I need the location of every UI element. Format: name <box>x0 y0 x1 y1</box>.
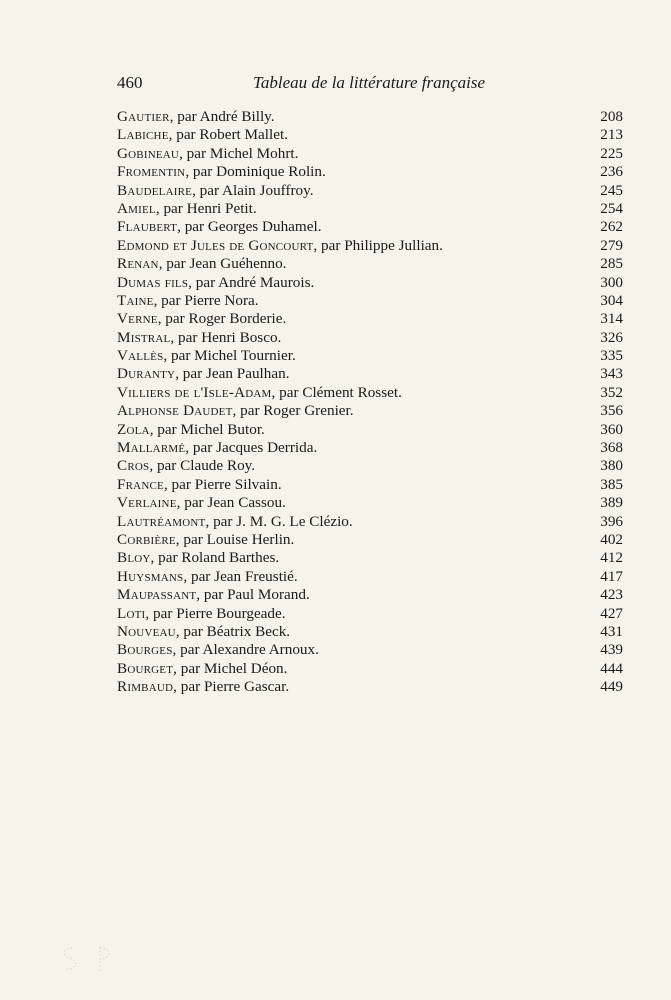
toc-entry-text <box>117 549 279 567</box>
toc-entry <box>117 531 623 549</box>
toc-entry-page-number: 213 <box>600 126 623 144</box>
toc-entry-contributor: , par J. M. G. Le Clézio. <box>205 512 353 530</box>
toc-entry-contributor: , par Roland Barthes. <box>150 549 280 567</box>
toc-entry <box>117 218 623 236</box>
toc-entry-contributor: , par Jacques Derrida. <box>185 439 318 457</box>
toc-entry-text <box>117 421 265 439</box>
toc-entry-page-number: 368 <box>600 439 623 457</box>
toc-entry-author: Renan <box>117 255 159 273</box>
toc-entry-contributor: , par Louise Herlin. <box>175 530 295 548</box>
running-title: Tableau de la littérature française <box>253 73 486 92</box>
toc-entry-page-number: 262 <box>600 218 623 236</box>
toc-entry <box>117 237 623 255</box>
toc-entry-author: Mistral <box>117 328 171 346</box>
toc-entry-contributor: , par Dominique Rolin. <box>185 163 326 181</box>
toc-entry-text <box>117 145 298 163</box>
toc-entry <box>117 347 623 365</box>
table-of-contents <box>117 108 623 697</box>
toc-entry-contributor: , par Robert Mallet. <box>168 126 288 144</box>
toc-entry-page-number: 396 <box>600 512 623 530</box>
toc-entry-text <box>117 513 353 531</box>
toc-entry-page-number: 431 <box>600 622 623 640</box>
toc-entry-page-number: 285 <box>600 255 623 273</box>
toc-entry-author: Dumas fils <box>117 273 189 291</box>
toc-entry <box>117 365 623 383</box>
toc-entry-text <box>117 200 257 218</box>
toc-entry-page-number: 360 <box>600 420 623 438</box>
toc-entry-page-number: 444 <box>600 659 623 677</box>
toc-entry-text <box>117 292 259 310</box>
toc-entry-author: Bloy <box>117 549 151 567</box>
toc-entry-text <box>117 494 286 512</box>
toc-entry-text <box>117 347 296 365</box>
toc-entry-author: Zola <box>117 420 150 438</box>
toc-entry <box>117 108 623 126</box>
toc-entry <box>117 549 623 567</box>
toc-entry-contributor: , par Clément Rosset. <box>271 383 402 401</box>
toc-entry-author: Corbière <box>117 530 176 548</box>
toc-entry-page-number: 279 <box>600 236 623 254</box>
toc-entry-page-number: 439 <box>600 641 623 659</box>
toc-entry <box>117 476 623 494</box>
toc-entry-contributor: , par Claude Roy. <box>149 457 256 475</box>
toc-entry <box>117 402 623 420</box>
toc-entry-page-number: 343 <box>600 365 623 383</box>
toc-entry <box>117 200 623 218</box>
toc-entry-author: Verne <box>117 310 158 328</box>
toc-entry-text <box>117 439 317 457</box>
toc-entry-page-number: 449 <box>600 678 623 696</box>
toc-entry-contributor: , par Jean Cassou. <box>176 494 286 512</box>
toc-entry-contributor: , par André Maurois. <box>188 273 315 291</box>
toc-entry <box>117 126 623 144</box>
toc-entry-contributor: , par Alexandre Arnoux. <box>172 641 319 659</box>
toc-entry-contributor: , par Michel Mohrt. <box>179 144 299 162</box>
toc-entry-author: Bourges <box>117 641 173 659</box>
toc-entry-contributor: , par Roger Borderie. <box>157 310 287 328</box>
toc-entry-contributor: , par Michel Déon. <box>173 659 288 677</box>
toc-entry-page-number: 385 <box>600 475 623 493</box>
toc-entry <box>117 513 623 531</box>
toc-entry <box>117 568 623 586</box>
toc-entry-author: Nouveau <box>117 622 176 640</box>
toc-entry-text <box>117 365 290 383</box>
toc-entry-author: Loti <box>117 604 146 622</box>
toc-entry-page-number: 304 <box>600 291 623 309</box>
toc-entry-text <box>117 623 290 641</box>
toc-entry <box>117 641 623 659</box>
toc-entry-contributor: , par Henri Bosco. <box>170 328 282 346</box>
toc-entry-contributor: , par Georges Duhamel. <box>177 218 322 236</box>
toc-entry-page-number: 236 <box>600 163 623 181</box>
toc-entry-contributor: , par Jean Freustié. <box>183 567 298 585</box>
toc-entry-author: Taine <box>117 291 154 309</box>
toc-entry-author: Alphonse Daudet <box>117 402 233 420</box>
toc-entry-contributor: , par Pierre Bourgeade. <box>145 604 286 622</box>
toc-entry-contributor: , par Paul Morand. <box>196 586 310 604</box>
toc-entry-contributor: , par Pierre Nora. <box>153 291 259 309</box>
toc-entry-text <box>117 108 275 126</box>
page-header <box>117 73 623 97</box>
embossed-stamp-mark <box>58 942 120 976</box>
toc-entry-contributor: , par Pierre Silvain. <box>163 475 282 493</box>
toc-entry-author: Baudelaire <box>117 181 193 199</box>
toc-entry-author: Cros <box>117 457 150 475</box>
toc-entry-page-number: 380 <box>600 457 623 475</box>
toc-entry-text <box>117 476 282 494</box>
toc-entry-text <box>117 531 294 549</box>
toc-entry <box>117 310 623 328</box>
toc-entry-page-number: 423 <box>600 586 623 604</box>
toc-entry-author: Verlaine <box>117 494 177 512</box>
toc-entry-page-number: 326 <box>600 328 623 346</box>
toc-entry <box>117 255 623 273</box>
toc-entry-page-number: 254 <box>600 199 623 217</box>
toc-entry-text <box>117 402 354 420</box>
toc-entry <box>117 329 623 347</box>
toc-entry-author: Villiers de l'Isle-Adam <box>117 383 272 401</box>
toc-entry <box>117 421 623 439</box>
toc-entry <box>117 623 623 641</box>
toc-entry-text <box>117 568 298 586</box>
toc-entry-text <box>117 218 322 236</box>
toc-entry-author: Duranty <box>117 365 176 383</box>
toc-entry-contributor: , par Jean Paulhan. <box>175 365 290 383</box>
toc-entry <box>117 384 623 402</box>
toc-entry-contributor: , par Béatrix Beck. <box>175 622 291 640</box>
toc-entry-page-number: 417 <box>600 567 623 585</box>
toc-entry-author: Edmond et Jules de Goncourt <box>117 236 314 254</box>
toc-entry-page-number: 300 <box>600 273 623 291</box>
toc-entry-text <box>117 384 402 402</box>
toc-entry-page-number: 402 <box>600 530 623 548</box>
toc-entry-page-number: 314 <box>600 310 623 328</box>
toc-entry-author: Gobineau <box>117 144 180 162</box>
toc-entry-text <box>117 126 288 144</box>
toc-entry-contributor: , par Roger Grenier. <box>232 402 354 420</box>
toc-entry-author: Labiche <box>117 126 169 144</box>
toc-entry <box>117 182 623 200</box>
toc-entry-contributor: , par Pierre Gascar. <box>173 678 290 696</box>
toc-entry-author: Lautréamont <box>117 512 206 530</box>
toc-entry <box>117 145 623 163</box>
toc-entry-page-number: 352 <box>600 383 623 401</box>
toc-entry-author: Maupassant <box>117 586 197 604</box>
toc-entry <box>117 292 623 310</box>
toc-entry-contributor: , par Michel Tournier. <box>163 347 296 365</box>
toc-entry-text <box>117 660 287 678</box>
toc-entry-contributor: , par André Billy. <box>169 108 275 125</box>
toc-entry-author: Gautier <box>117 108 170 125</box>
toc-entry-text <box>117 163 326 181</box>
toc-entry-text <box>117 255 286 273</box>
toc-entry <box>117 439 623 457</box>
toc-entry-text <box>117 641 319 659</box>
toc-entry-page-number: 335 <box>600 347 623 365</box>
toc-entry-text <box>117 586 310 604</box>
toc-entry <box>117 163 623 181</box>
toc-entry-contributor: , par Michel Butor. <box>149 420 265 438</box>
toc-entry-contributor: , par Jean Guéhenno. <box>158 255 287 273</box>
toc-entry-contributor: , par Henri Petit. <box>155 199 257 217</box>
toc-entry-text <box>117 274 314 292</box>
toc-entry-text <box>117 457 255 475</box>
toc-entry-author: Amiel <box>117 199 156 217</box>
toc-entry-page-number: 389 <box>600 494 623 512</box>
toc-entry-contributor: , par Philippe Jullian. <box>313 236 443 254</box>
toc-entry-author: Flaubert <box>117 218 178 236</box>
toc-entry-text <box>117 605 286 623</box>
toc-entry <box>117 586 623 604</box>
toc-entry-contributor: , par Alain Jouffroy. <box>192 181 314 199</box>
toc-entry-page-number: 245 <box>600 181 623 199</box>
toc-entry-text <box>117 329 281 347</box>
toc-entry-author: Vallès <box>117 347 164 365</box>
toc-entry-text <box>117 678 289 696</box>
toc-entry-author: France <box>117 475 164 493</box>
toc-entry-author: Fromentin <box>117 163 186 181</box>
toc-entry-text <box>117 310 286 328</box>
toc-entry-author: Bourget <box>117 659 174 677</box>
toc-entry-page-number: 225 <box>600 144 623 162</box>
toc-entry <box>117 457 623 475</box>
toc-entry-page-number: 208 <box>600 108 623 125</box>
toc-entry <box>117 494 623 512</box>
toc-entry-page-number: 427 <box>600 604 623 622</box>
toc-entry <box>117 274 623 292</box>
toc-entry-author: Mallarmé <box>117 439 186 457</box>
page-number: 460 <box>117 73 143 92</box>
toc-entry-text <box>117 237 443 255</box>
toc-entry <box>117 605 623 623</box>
toc-entry <box>117 660 623 678</box>
toc-entry-page-number: 412 <box>600 549 623 567</box>
toc-entry-text <box>117 182 314 200</box>
toc-entry <box>117 678 623 696</box>
toc-entry-author: Rimbaud <box>117 678 174 696</box>
toc-entry-page-number: 356 <box>600 402 623 420</box>
toc-entry-author: Huysmans <box>117 567 184 585</box>
